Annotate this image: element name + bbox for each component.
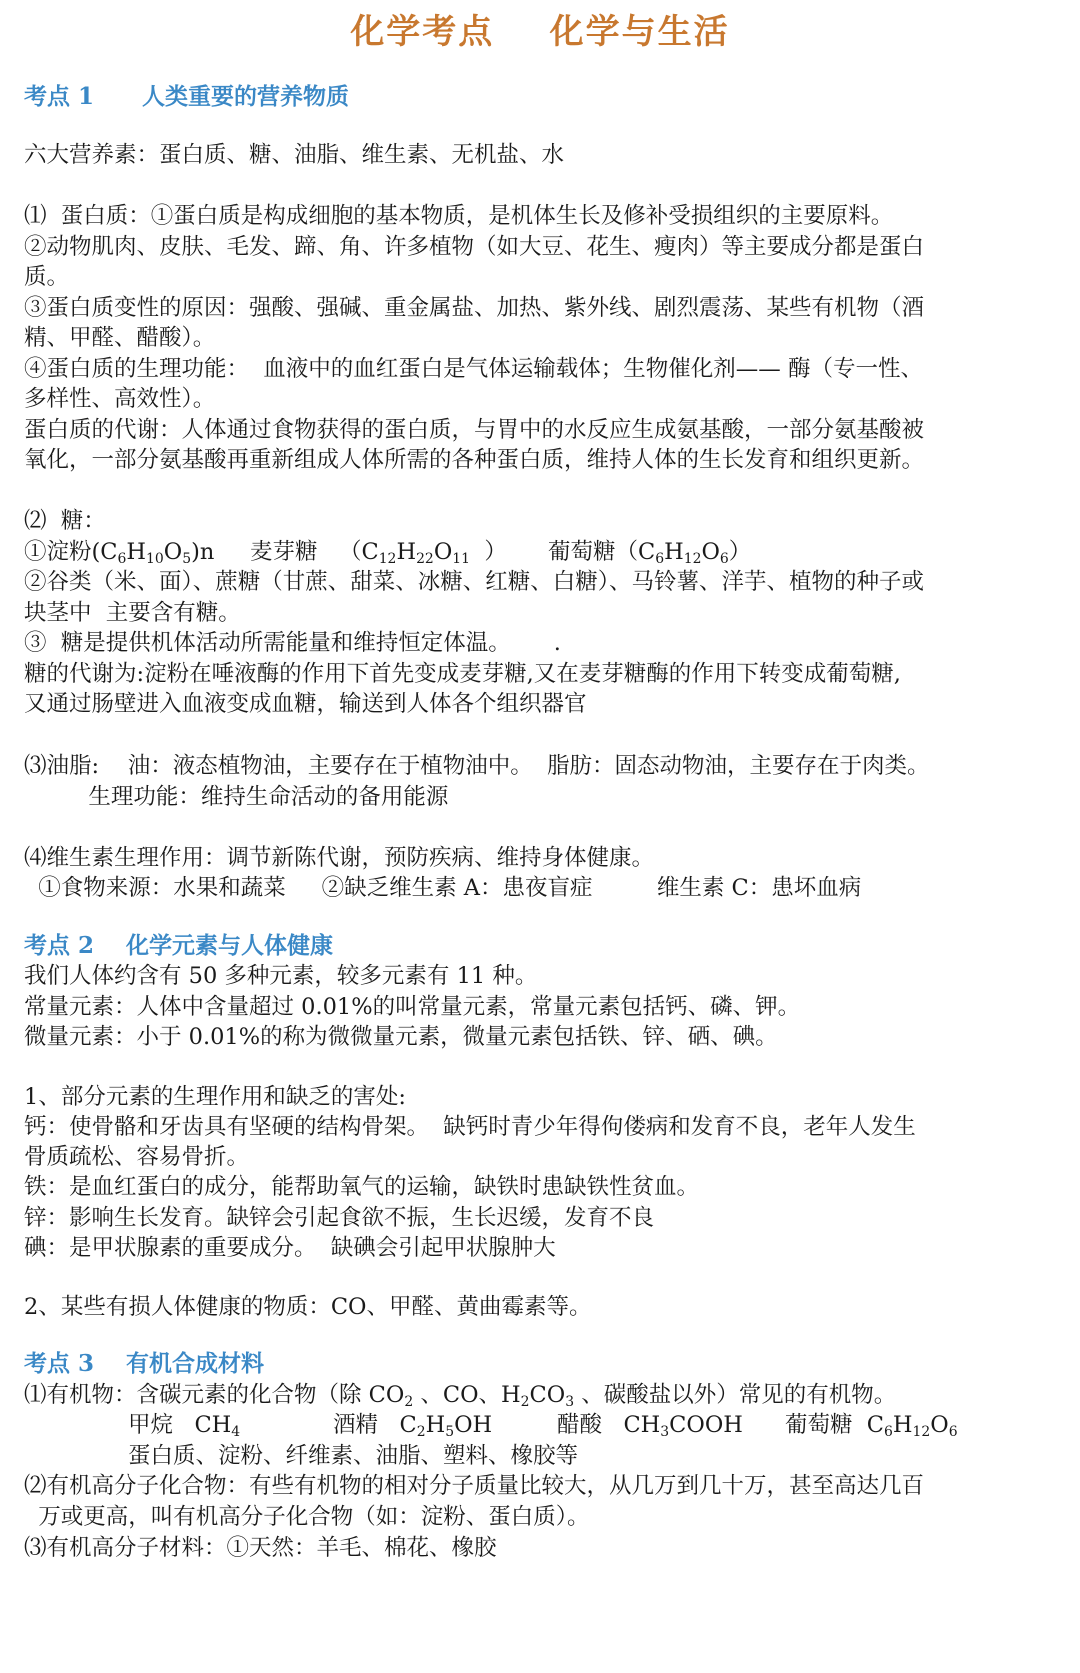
- protein-line-1: ⑴ 蛋白质：①蛋白质是构成细胞的基本物质，是机体生长及修补受损组织的主要原料。: [24, 203, 894, 229]
- formula-glucose-2: 葡萄糖 $C_6H_{12}O_6$: [785, 1412, 958, 1440]
- effects-line-3: 骨质疏松、容易骨折。: [24, 1144, 250, 1170]
- sugar-line-6: 又通过肠壁进入血液变成血糖，输送到人体各个组织器官: [24, 691, 587, 717]
- polymer-materials: ⑶有机高分子材料：①天然：羊毛、棉花、橡胶: [24, 1535, 497, 1561]
- sugar-line-3: 块茎中 主要含有糖。: [24, 600, 241, 626]
- sugar-heading: ⑵ 糖：: [24, 508, 106, 534]
- polymer-line-2: 万或更高，叫有机高分子化合物（如：淀粉、蛋白质）。: [24, 1504, 590, 1530]
- protein-line-6: ④蛋白质的生理功能： 血液中的血红蛋白是气体运输载体；生物催化剂—— 酶（专一性、: [24, 356, 923, 382]
- document-title: 化学考点 化学与生活: [350, 12, 730, 52]
- protein-line-4: ③蛋白质变性的原因：强酸、强碱、重金属盐、加热、紫外线、剧烈震荡、某些有机物（酒: [24, 295, 925, 321]
- nutrients-line: 六大营养素：蛋白质、糖、油脂、维生素、无机盐、水: [24, 142, 565, 168]
- effects-line-6: 碘：是甲状腺素的重要成分。 缺碘会引起甲状腺肿大: [24, 1235, 556, 1261]
- sugar-line-4: ③ 糖是提供机体活动所需能量和维持恒定体温。 .: [24, 630, 561, 656]
- protein-line-8: 蛋白质的代谢：人体通过食物获得的蛋白质，与胃中的水反应生成氨基酸，一部分氨基酸被: [24, 417, 925, 443]
- protein-line-7: 多样性、高效性）。: [24, 386, 216, 412]
- organic-examples: 蛋白质、淀粉、纤维素、油脂、塑料、橡胶等: [128, 1443, 579, 1469]
- formula-maltose: 麦芽糖 （$C_{12}H_{22}O_{11}$ ）: [250, 539, 507, 567]
- section-2-heading: 考点 2 化学元素与人体健康: [24, 932, 334, 959]
- protein-line-5: 精、甲醛、醋酸）。: [24, 325, 216, 351]
- effects-line-5: 锌：影响生长发育。缺锌会引起食欲不振，生长迟缓，发育不良: [24, 1205, 655, 1231]
- effects-line-4: 铁：是血红蛋白的成分，能帮助氧气的运输，缺铁时患缺铁性贫血。: [24, 1174, 700, 1200]
- formula-ethanol: 酒精 $C_2H_5OH$: [333, 1412, 493, 1440]
- protein-line-2: ②动物肌肉、皮肤、毛发、蹄、角、许多植物（如大豆、花生、瘦肉）等主要成分都是蛋白: [24, 234, 925, 260]
- effects-line-1: 1、部分元素的生理作用和缺乏的害处:: [24, 1084, 406, 1110]
- polymer-line-1: ⑵有机高分子化合物：有些有机物的相对分子质量比较大，从几万到几十万，甚至高达几百: [24, 1473, 925, 1499]
- fat-line-1: ⑶油脂: 油：液态植物油，主要存在于植物油中。 脂肪：固态动物油，主要存在于肉类。: [24, 753, 930, 779]
- formula-starch: ①淀粉$(C_6H_{10}O_5)n$: [24, 539, 215, 567]
- effects-line-2: 钙：使骨骼和牙齿具有坚硬的结构骨架。 缺钙时青少年得佝偻病和发育不良，老年人发生: [24, 1114, 916, 1140]
- sugar-line-2: ②谷类（米、面）、蔗糖（甘蔗、甜菜、冰糖、红糖、白糖）、马铃薯、洋芋、植物的种子或: [24, 569, 925, 595]
- section-1-heading: 考点 1 人类重要的营养物质: [24, 83, 350, 110]
- elements-intro-3: 微量元素：小于 0.01%的称为微微量元素，微量元素包括铁、锌、硒、碘。: [24, 1024, 778, 1050]
- formula-glucose: 葡萄糖$(C_6H_{12}O_6)$: [548, 539, 752, 567]
- formula-methane: 甲烷 $CH_4$: [128, 1412, 241, 1440]
- sugar-line-5: 糖的代谢为:淀粉在唾液酶的作用下首先变成麦芽糖,又在麦芽糖酶的作用下转变成葡萄糖,: [24, 661, 901, 687]
- vitamin-line-2: ①食物来源：水果和蔬菜 ②缺乏维生素 A：患夜盲症 维生素 C：患坏血病: [24, 875, 862, 901]
- protein-line-3: 质。: [24, 264, 70, 290]
- section-3-heading: 考点 3 有机合成材料: [24, 1350, 265, 1377]
- vitamin-line-1: ⑷维生素生理作用：调节新陈代谢，预防疾病、维持身体健康。: [24, 845, 655, 871]
- harmful-substances: 2、某些有损人体健康的物质：CO、甲醛、黄曲霉素等。: [24, 1294, 592, 1320]
- organic-definition: ⑴有机物：含碳元素的化合物（除 $CO_2$ 、CO、$H_2CO_3$ 、碳酸盐以外）常见的有机物。: [24, 1382, 897, 1410]
- elements-intro-1: 我们人体约含有 50 多种元素，较多元素有 11 种。: [24, 963, 538, 989]
- fat-line-2: 生理功能：维持生命活动的备用能源: [24, 784, 449, 810]
- formula-acetic-acid: 醋酸 $CH_3COOH$: [557, 1412, 743, 1440]
- elements-intro-2: 常量元素：人体中含量超过 0.01%的叫常量元素，常量元素包括钙、磷、钾。: [24, 994, 801, 1020]
- protein-line-9: 氧化，一部分氨基酸再重新组成人体所需的各种蛋白质，维持人体的生长发育和组织更新。: [24, 447, 925, 473]
